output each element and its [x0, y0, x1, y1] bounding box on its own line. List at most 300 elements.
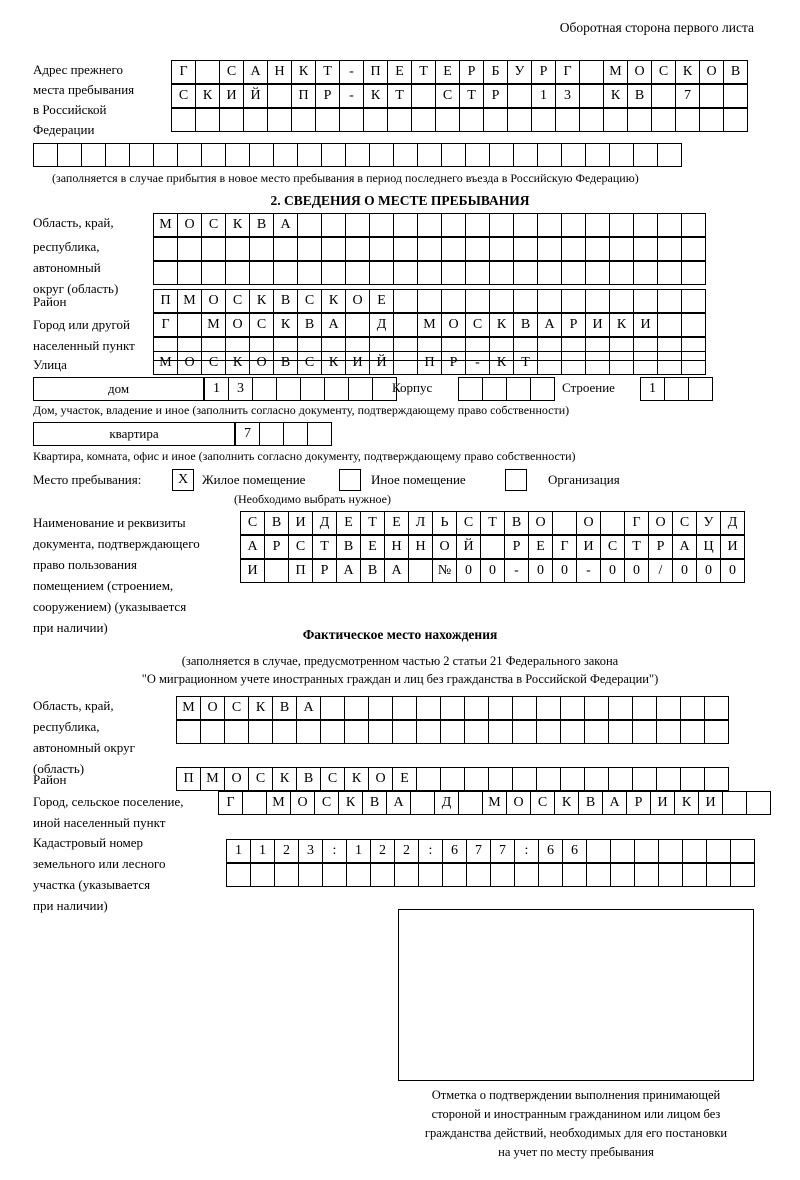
document-cell[interactable]: Р — [312, 559, 337, 583]
prev-address-cell[interactable] — [411, 84, 436, 108]
cadastral-cell[interactable]: 3 — [298, 839, 323, 863]
actual-region-cell[interactable] — [416, 720, 441, 744]
actual-region-cell[interactable] — [680, 720, 705, 744]
region-cell[interactable] — [537, 213, 562, 237]
district-cell[interactable]: О — [345, 289, 370, 313]
actual-region-cell[interactable] — [224, 720, 249, 744]
region-cell[interactable] — [297, 213, 322, 237]
document-cell[interactable]: Н — [408, 535, 433, 559]
region-cell[interactable] — [321, 261, 346, 285]
region-cell[interactable]: С — [201, 213, 226, 237]
actual-region-cell[interactable] — [536, 720, 561, 744]
korpus-cell[interactable] — [482, 377, 507, 401]
cadastral-cell[interactable] — [394, 863, 419, 887]
region-cell[interactable] — [201, 237, 226, 261]
prev-address-cell[interactable] — [723, 108, 748, 132]
actual-region-cell[interactable] — [584, 720, 609, 744]
document-cell[interactable]: 0 — [624, 559, 649, 583]
prev-address-cell[interactable]: Р — [483, 84, 508, 108]
city-cell[interactable]: А — [537, 313, 562, 337]
prev-address-cell[interactable] — [723, 84, 748, 108]
house-number-cell[interactable] — [324, 377, 349, 401]
document-cell[interactable]: С — [456, 511, 481, 535]
document-cell[interactable]: В — [336, 535, 361, 559]
prev-address-cell[interactable]: Р — [531, 60, 556, 84]
cadastral-cell[interactable] — [490, 863, 515, 887]
place-type-option-org-checkbox[interactable] — [505, 469, 527, 491]
document-row[interactable] — [240, 559, 744, 583]
actual-city-cell[interactable]: Р — [626, 791, 651, 815]
document-cell[interactable]: О — [648, 511, 673, 535]
prev-address-cell[interactable]: У — [507, 60, 532, 84]
cadastral-cell[interactable] — [586, 839, 611, 863]
actual-district-cell[interactable] — [512, 767, 537, 791]
document-cell[interactable]: 0 — [720, 559, 745, 583]
cadastral-cell[interactable]: 2 — [370, 839, 395, 863]
actual-region-cell[interactable] — [560, 696, 585, 720]
region-cell[interactable] — [609, 237, 634, 261]
prev-address-cell[interactable]: К — [603, 84, 628, 108]
region-cell[interactable]: О — [177, 213, 202, 237]
document-cell[interactable]: Д — [312, 511, 337, 535]
cadastral-cell[interactable] — [226, 863, 251, 887]
prev-address-cell[interactable] — [297, 143, 322, 167]
region-cell[interactable] — [585, 261, 610, 285]
prev-address-cell[interactable]: Й — [243, 84, 268, 108]
region-cell[interactable] — [465, 237, 490, 261]
actual-region-cell[interactable] — [608, 720, 633, 744]
prev-address-cell[interactable]: Г — [555, 60, 580, 84]
street-cell[interactable]: - — [465, 351, 490, 375]
document-cell[interactable]: - — [576, 559, 601, 583]
document-cell[interactable]: О — [528, 511, 553, 535]
region-cell[interactable] — [177, 237, 202, 261]
prev-address-cell[interactable] — [603, 108, 628, 132]
place-type-option-residential-checkbox[interactable]: X — [172, 469, 194, 491]
region-cell[interactable] — [513, 261, 538, 285]
prev-address-cell[interactable] — [411, 108, 436, 132]
actual-district-cell[interactable]: О — [224, 767, 249, 791]
stroenie-row[interactable] — [640, 377, 712, 401]
document-cell[interactable]: У — [696, 511, 721, 535]
stroenie-cell[interactable]: 1 — [640, 377, 665, 401]
cadastral-cell[interactable] — [706, 863, 731, 887]
actual-district-cell[interactable] — [488, 767, 513, 791]
prev-address-cell[interactable] — [561, 143, 586, 167]
region-cell[interactable] — [537, 261, 562, 285]
region-cell[interactable] — [153, 261, 178, 285]
actual-region-cell[interactable] — [200, 720, 225, 744]
region-cell[interactable] — [393, 237, 418, 261]
prev-address-cell[interactable] — [555, 108, 580, 132]
actual-region-cell[interactable] — [488, 696, 513, 720]
actual-region-cell[interactable] — [560, 720, 585, 744]
actual-region-cell[interactable] — [512, 720, 537, 744]
city-cell[interactable] — [393, 313, 418, 337]
region-cell[interactable] — [201, 261, 226, 285]
cadastral-cell[interactable] — [634, 839, 659, 863]
prev-address-cell[interactable]: С — [435, 84, 460, 108]
actual-region-cell[interactable] — [392, 720, 417, 744]
prev-address-cell[interactable]: Б — [483, 60, 508, 84]
prev-address-cell[interactable] — [195, 108, 220, 132]
region-cell[interactable] — [273, 237, 298, 261]
region-cell[interactable] — [417, 261, 442, 285]
prev-address-cell[interactable] — [219, 108, 244, 132]
cadastral-cell[interactable]: 6 — [442, 839, 467, 863]
region-cell[interactable] — [465, 213, 490, 237]
actual-region-cell[interactable]: К — [248, 696, 273, 720]
district-cell[interactable]: К — [321, 289, 346, 313]
actual-region-cell[interactable] — [464, 720, 489, 744]
prev-address-cell[interactable] — [201, 143, 226, 167]
prev-address-cell[interactable]: 1 — [531, 84, 556, 108]
document-cell[interactable]: А — [384, 559, 409, 583]
actual-region-cell[interactable]: В — [272, 696, 297, 720]
region-cell[interactable] — [657, 213, 682, 237]
actual-region-cell[interactable] — [320, 696, 345, 720]
prev-address-cell[interactable]: 7 — [675, 84, 700, 108]
street-cell[interactable]: Й — [369, 351, 394, 375]
prev-address-cell[interactable] — [195, 60, 220, 84]
actual-city-cell[interactable]: М — [482, 791, 507, 815]
actual-region-cell[interactable] — [416, 696, 441, 720]
cadastral-row[interactable] — [226, 863, 754, 887]
actual-district-cell[interactable] — [704, 767, 729, 791]
city-cell[interactable] — [345, 313, 370, 337]
region-cell[interactable] — [225, 261, 250, 285]
region-cell[interactable]: К — [225, 213, 250, 237]
actual-region-cell[interactable] — [632, 696, 657, 720]
prev-address-cell[interactable] — [57, 143, 82, 167]
prev-address-cell[interactable]: Н — [267, 60, 292, 84]
prev-address-cell[interactable] — [273, 143, 298, 167]
document-cell[interactable]: С — [600, 535, 625, 559]
prev-address-cell[interactable]: К — [675, 60, 700, 84]
region-cell[interactable]: М — [153, 213, 178, 237]
cadastral-cell[interactable]: 6 — [562, 839, 587, 863]
district-cell[interactable]: С — [297, 289, 322, 313]
actual-region-cell[interactable]: О — [200, 696, 225, 720]
region-cell[interactable] — [297, 237, 322, 261]
district-cell[interactable] — [633, 289, 658, 313]
city-cell[interactable]: С — [249, 313, 274, 337]
stroenie-cell[interactable] — [664, 377, 689, 401]
city-cell[interactable]: А — [321, 313, 346, 337]
prev-address-cell[interactable] — [465, 143, 490, 167]
document-cell[interactable]: 0 — [696, 559, 721, 583]
cadastral-cell[interactable]: 1 — [226, 839, 251, 863]
document-cell[interactable]: Т — [480, 511, 505, 535]
city-cell[interactable]: М — [417, 313, 442, 337]
korpus-cell[interactable] — [530, 377, 555, 401]
prev-address-cell[interactable] — [657, 143, 682, 167]
region-cell[interactable] — [417, 237, 442, 261]
document-cell[interactable]: 0 — [672, 559, 697, 583]
city-cell[interactable] — [657, 313, 682, 337]
cadastral-cell[interactable] — [682, 839, 707, 863]
document-cell[interactable]: 0 — [600, 559, 625, 583]
actual-region-cell[interactable] — [368, 720, 393, 744]
street-cell[interactable] — [585, 351, 610, 375]
prev-address-cell[interactable] — [651, 108, 676, 132]
cadastral-cell[interactable]: 1 — [250, 839, 275, 863]
actual-city-cell[interactable] — [242, 791, 267, 815]
prev-address-cell[interactable] — [291, 108, 316, 132]
document-cell[interactable]: Е — [528, 535, 553, 559]
prev-address-cell[interactable] — [129, 143, 154, 167]
actual-city-cell[interactable]: О — [506, 791, 531, 815]
prev-address-cell[interactable]: К — [291, 60, 316, 84]
cadastral-cell[interactable]: : — [418, 839, 443, 863]
document-cell[interactable]: Р — [504, 535, 529, 559]
prev-address-row[interactable] — [171, 60, 747, 84]
city-row[interactable] — [153, 313, 705, 337]
actual-city-cell[interactable] — [410, 791, 435, 815]
actual-district-cell[interactable]: П — [176, 767, 201, 791]
city-cell[interactable]: К — [609, 313, 634, 337]
region-cell[interactable] — [633, 261, 658, 285]
street-cell[interactable]: Т — [513, 351, 538, 375]
actual-district-cell[interactable] — [536, 767, 561, 791]
actual-city-cell[interactable]: С — [530, 791, 555, 815]
document-cell[interactable]: 0 — [552, 559, 577, 583]
cadastral-cell[interactable] — [346, 863, 371, 887]
actual-city-cell[interactable]: К — [338, 791, 363, 815]
document-cell[interactable]: Й — [456, 535, 481, 559]
cadastral-cell[interactable] — [658, 863, 683, 887]
prev-address-cell[interactable]: Т — [387, 84, 412, 108]
prev-address-cell[interactable]: К — [363, 84, 388, 108]
street-cell[interactable] — [537, 351, 562, 375]
prev-address-cell[interactable] — [267, 84, 292, 108]
cadastral-cell[interactable]: 2 — [394, 839, 419, 863]
district-cell[interactable] — [585, 289, 610, 313]
prev-address-cell[interactable] — [531, 108, 556, 132]
cadastral-cell[interactable] — [610, 863, 635, 887]
region-cell[interactable] — [489, 261, 514, 285]
actual-city-row[interactable] — [218, 791, 770, 815]
street-cell[interactable] — [633, 351, 658, 375]
actual-region-cell[interactable] — [680, 696, 705, 720]
city-cell[interactable]: И — [585, 313, 610, 337]
region-cell[interactable] — [177, 261, 202, 285]
document-cell[interactable]: О — [432, 535, 457, 559]
actual-region-cell[interactable] — [176, 720, 201, 744]
street-cell[interactable] — [681, 351, 706, 375]
document-cell[interactable] — [480, 535, 505, 559]
actual-region-row[interactable] — [176, 696, 728, 720]
actual-district-cell[interactable] — [416, 767, 441, 791]
prev-address-cell[interactable] — [153, 143, 178, 167]
cadastral-cell[interactable] — [274, 863, 299, 887]
document-cell[interactable]: Т — [360, 511, 385, 535]
actual-region-cell[interactable] — [632, 720, 657, 744]
prev-address-cell[interactable]: М — [603, 60, 628, 84]
region-cell[interactable] — [345, 261, 370, 285]
actual-city-cell[interactable]: С — [314, 791, 339, 815]
prev-address-cell[interactable]: О — [627, 60, 652, 84]
document-cell[interactable]: В — [264, 511, 289, 535]
city-cell[interactable]: Г — [153, 313, 178, 337]
street-cell[interactable] — [657, 351, 682, 375]
region-cell[interactable] — [153, 237, 178, 261]
cadastral-cell[interactable] — [682, 863, 707, 887]
cadastral-cell[interactable] — [418, 863, 443, 887]
district-cell[interactable] — [489, 289, 514, 313]
city-cell[interactable]: В — [513, 313, 538, 337]
street-cell[interactable] — [393, 351, 418, 375]
document-cell[interactable]: Е — [360, 535, 385, 559]
actual-city-cell[interactable]: Г — [218, 791, 243, 815]
region-cell[interactable] — [465, 261, 490, 285]
document-cell[interactable]: А — [672, 535, 697, 559]
city-cell[interactable]: О — [441, 313, 466, 337]
district-cell[interactable] — [561, 289, 586, 313]
cadastral-cell[interactable] — [442, 863, 467, 887]
house-number-cell[interactable] — [252, 377, 277, 401]
actual-region-cell[interactable] — [440, 720, 465, 744]
street-cell[interactable]: Р — [441, 351, 466, 375]
document-cell[interactable]: Т — [312, 535, 337, 559]
document-cell[interactable]: П — [288, 559, 313, 583]
prev-address-cell[interactable]: С — [171, 84, 196, 108]
cadastral-cell[interactable] — [730, 839, 755, 863]
stamp-box[interactable] — [398, 909, 754, 1081]
prev-address-row[interactable] — [171, 108, 747, 132]
cadastral-cell[interactable] — [466, 863, 491, 887]
region-cell[interactable] — [369, 261, 394, 285]
street-cell[interactable]: К — [225, 351, 250, 375]
document-cell[interactable]: С — [672, 511, 697, 535]
cadastral-cell[interactable] — [322, 863, 347, 887]
city-cell[interactable]: К — [489, 313, 514, 337]
cadastral-cell[interactable] — [730, 863, 755, 887]
actual-city-cell[interactable]: О — [290, 791, 315, 815]
actual-district-cell[interactable] — [680, 767, 705, 791]
house-number-cell[interactable] — [276, 377, 301, 401]
prev-address-cell[interactable]: Р — [459, 60, 484, 84]
region-cell[interactable] — [561, 261, 586, 285]
region-cell[interactable] — [417, 213, 442, 237]
region-cell[interactable] — [489, 237, 514, 261]
document-cell[interactable] — [408, 559, 433, 583]
city-cell[interactable]: М — [201, 313, 226, 337]
prev-address-cell[interactable] — [699, 108, 724, 132]
district-cell[interactable]: Е — [369, 289, 394, 313]
house-number-row[interactable] — [204, 377, 396, 401]
actual-district-cell[interactable]: С — [320, 767, 345, 791]
prev-address-cell[interactable] — [651, 84, 676, 108]
region-cell[interactable] — [513, 213, 538, 237]
actual-district-cell[interactable] — [656, 767, 681, 791]
region-cell[interactable] — [369, 237, 394, 261]
document-cell[interactable] — [264, 559, 289, 583]
actual-city-cell[interactable] — [722, 791, 747, 815]
prev-address-cell[interactable] — [579, 60, 604, 84]
district-cell[interactable]: П — [153, 289, 178, 313]
document-cell[interactable]: Р — [648, 535, 673, 559]
prev-address-cell[interactable]: С — [651, 60, 676, 84]
region-cell[interactable] — [585, 237, 610, 261]
prev-address-cell[interactable] — [483, 108, 508, 132]
flat-row[interactable] — [235, 422, 331, 446]
cadastral-cell[interactable]: 7 — [490, 839, 515, 863]
prev-address-cell[interactable]: К — [195, 84, 220, 108]
document-cell[interactable]: А — [336, 559, 361, 583]
document-cell[interactable]: И — [720, 535, 745, 559]
cadastral-row[interactable] — [226, 839, 754, 863]
prev-address-cell[interactable]: - — [339, 60, 364, 84]
actual-city-cell[interactable] — [458, 791, 483, 815]
document-row[interactable] — [240, 511, 744, 535]
street-cell[interactable]: С — [201, 351, 226, 375]
actual-region-cell[interactable] — [704, 696, 729, 720]
cadastral-cell[interactable]: 1 — [346, 839, 371, 863]
stroenie-cell[interactable] — [688, 377, 713, 401]
document-cell[interactable]: Г — [552, 535, 577, 559]
region-cell[interactable] — [489, 213, 514, 237]
district-cell[interactable]: С — [225, 289, 250, 313]
district-cell[interactable]: К — [249, 289, 274, 313]
prev-address-cell[interactable]: А — [243, 60, 268, 84]
actual-city-cell[interactable]: А — [386, 791, 411, 815]
street-row[interactable] — [153, 351, 705, 375]
street-cell[interactable]: О — [249, 351, 274, 375]
actual-district-cell[interactable] — [560, 767, 585, 791]
cadastral-cell[interactable] — [610, 839, 635, 863]
district-cell[interactable]: О — [201, 289, 226, 313]
cadastral-cell[interactable] — [658, 839, 683, 863]
house-number-cell[interactable]: 1 — [204, 377, 229, 401]
cadastral-cell[interactable]: : — [514, 839, 539, 863]
prev-address-cell[interactable]: О — [699, 60, 724, 84]
document-cell[interactable]: О — [576, 511, 601, 535]
document-cell[interactable]: Ц — [696, 535, 721, 559]
document-cell[interactable]: Л — [408, 511, 433, 535]
actual-region-cell[interactable]: М — [176, 696, 201, 720]
actual-district-cell[interactable] — [584, 767, 609, 791]
document-cell[interactable]: И — [576, 535, 601, 559]
street-cell[interactable]: П — [417, 351, 442, 375]
region-cell[interactable] — [273, 261, 298, 285]
cadastral-cell[interactable] — [562, 863, 587, 887]
district-cell[interactable] — [441, 289, 466, 313]
actual-region-cell[interactable] — [368, 696, 393, 720]
prev-address-cell[interactable] — [267, 108, 292, 132]
city-cell[interactable] — [681, 313, 706, 337]
document-cell[interactable]: / — [648, 559, 673, 583]
document-cell[interactable]: 0 — [456, 559, 481, 583]
prev-address-cell[interactable] — [81, 143, 106, 167]
cadastral-cell[interactable] — [370, 863, 395, 887]
prev-address-cell[interactable]: Т — [459, 84, 484, 108]
street-cell[interactable]: И — [345, 351, 370, 375]
district-row[interactable] — [153, 289, 705, 313]
region-cell[interactable] — [681, 237, 706, 261]
region-cell[interactable]: В — [249, 213, 274, 237]
prev-address-cell[interactable]: П — [363, 60, 388, 84]
document-cell[interactable]: № — [432, 559, 457, 583]
place-type-option-other-checkbox[interactable] — [339, 469, 361, 491]
document-cell[interactable]: Е — [384, 511, 409, 535]
prev-address-cell[interactable] — [369, 143, 394, 167]
region-cell[interactable] — [681, 261, 706, 285]
region-cell[interactable]: А — [273, 213, 298, 237]
city-cell[interactable]: Р — [561, 313, 586, 337]
cadastral-cell[interactable]: 7 — [466, 839, 491, 863]
prev-address-cell[interactable] — [177, 143, 202, 167]
